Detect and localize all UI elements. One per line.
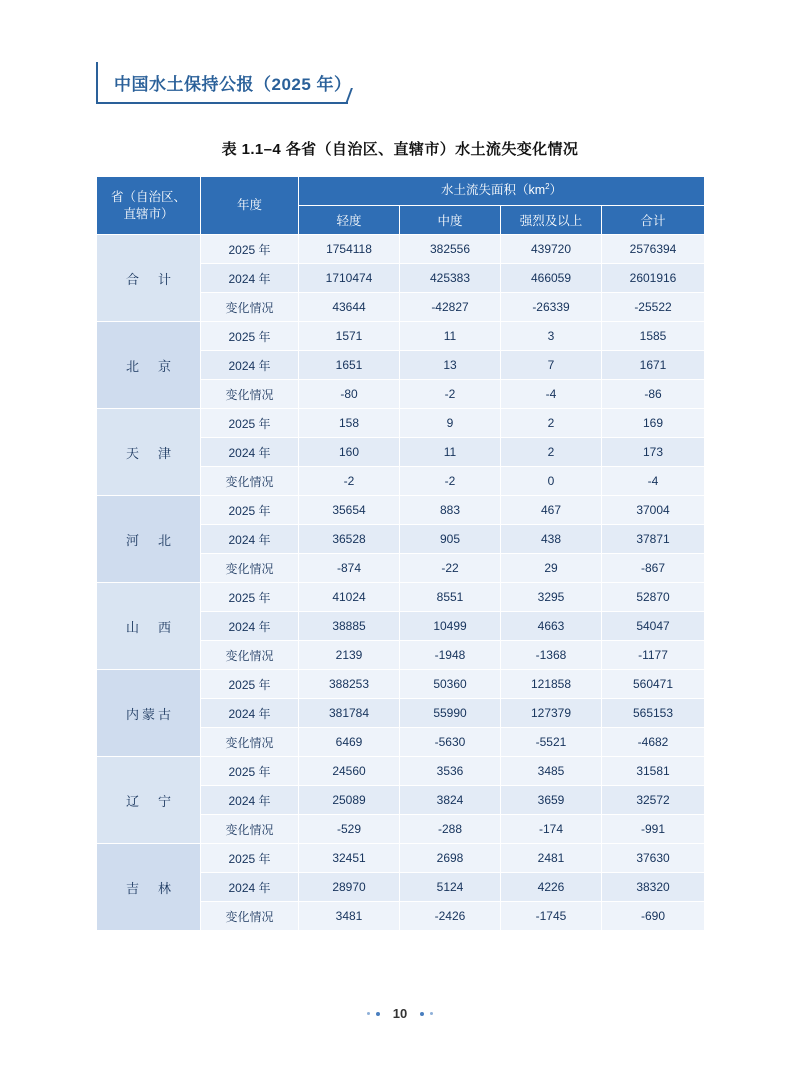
value-total: 2576394 [602,235,705,264]
value-moderate: 2698 [400,844,501,873]
value-light: -80 [299,380,400,409]
value-light: 35654 [299,496,400,525]
province-cell: 吉 林 [97,844,201,931]
year-cell: 变化情况 [201,815,299,844]
value-light: 6469 [299,728,400,757]
value-moderate: 3536 [400,757,501,786]
year-cell: 2025 年 [201,757,299,786]
soil-erosion-change-table [96,176,705,931]
value-moderate: 50360 [400,670,501,699]
table-row [97,757,705,786]
value-moderate: 10499 [400,612,501,641]
year-cell: 2025 年 [201,322,299,351]
value-light: 41024 [299,583,400,612]
value-total: 37871 [602,525,705,554]
value-total: -867 [602,554,705,583]
value-severe: -5521 [501,728,602,757]
value-severe: 29 [501,554,602,583]
value-total: 32572 [602,786,705,815]
province-cell: 天 津 [97,409,201,496]
value-total: 54047 [602,612,705,641]
value-light: 28970 [299,873,400,902]
year-cell: 变化情况 [201,380,299,409]
province-cell: 北 京 [97,322,201,409]
value-light: -529 [299,815,400,844]
header-moderate: 中度 [400,206,501,235]
year-cell: 变化情况 [201,902,299,931]
value-moderate: -5630 [400,728,501,757]
value-total: 31581 [602,757,705,786]
header-left-rule [96,62,98,104]
header-total: 合计 [602,206,705,235]
table-row [97,409,705,438]
table-header-row-1 [97,177,705,206]
year-cell: 2025 年 [201,583,299,612]
value-severe: 3485 [501,757,602,786]
value-total: -1177 [602,641,705,670]
value-light: 388253 [299,670,400,699]
value-light: 43644 [299,293,400,322]
value-severe: 7 [501,351,602,380]
value-light: -2 [299,467,400,496]
page-number: 10 [392,1006,408,1022]
year-cell: 变化情况 [201,728,299,757]
year-cell: 2024 年 [201,786,299,815]
footer-dot-left-small [367,1012,370,1015]
value-severe: 2 [501,438,602,467]
value-total: -25522 [602,293,705,322]
value-severe: -1368 [501,641,602,670]
footer-dot-left [376,1012,380,1016]
year-cell: 2024 年 [201,612,299,641]
table-row [97,496,705,525]
year-cell: 2024 年 [201,699,299,728]
year-cell: 2025 年 [201,235,299,264]
value-light: 160 [299,438,400,467]
value-total: -690 [602,902,705,931]
value-moderate: 9 [400,409,501,438]
year-cell: 变化情况 [201,641,299,670]
value-severe: 0 [501,467,602,496]
page-header [96,62,706,104]
value-severe: 467 [501,496,602,525]
header-province-line1: 省（自治区、 [110,189,186,204]
table-body [97,235,705,931]
value-light: 1571 [299,322,400,351]
value-moderate: 905 [400,525,501,554]
value-light: 3481 [299,902,400,931]
value-moderate: -288 [400,815,501,844]
value-moderate: -2 [400,380,501,409]
table-container [96,176,704,931]
value-severe: 3659 [501,786,602,815]
header-unit-superscript: 2 [545,182,550,192]
value-total: 2601916 [602,264,705,293]
year-cell: 2025 年 [201,844,299,873]
value-moderate: 55990 [400,699,501,728]
value-moderate: 11 [400,438,501,467]
value-light: 38885 [299,612,400,641]
value-light: 158 [299,409,400,438]
header-underline [96,102,348,104]
year-cell: 2025 年 [201,670,299,699]
value-severe: 2481 [501,844,602,873]
value-total: 169 [602,409,705,438]
value-severe: -1745 [501,902,602,931]
value-light: 36528 [299,525,400,554]
table-row [97,235,705,264]
value-moderate: -42827 [400,293,501,322]
value-total: 38320 [602,873,705,902]
value-severe: -26339 [501,293,602,322]
value-moderate: -22 [400,554,501,583]
header-severe: 强烈及以上 [501,206,602,235]
header-province-line2: 直辖市） [123,206,174,221]
province-cell: 河 北 [97,496,201,583]
value-severe: 3295 [501,583,602,612]
value-total: -4682 [602,728,705,757]
province-cell: 合 计 [97,235,201,322]
value-total: 1671 [602,351,705,380]
value-severe: 438 [501,525,602,554]
value-total: 173 [602,438,705,467]
header-year: 年度 [201,177,299,235]
value-moderate: 3824 [400,786,501,815]
year-cell: 2024 年 [201,351,299,380]
header-unit-tail: ） [549,183,563,198]
value-severe: 121858 [501,670,602,699]
value-total: -4 [602,467,705,496]
value-moderate: 425383 [400,264,501,293]
value-light: 381784 [299,699,400,728]
year-cell: 2024 年 [201,438,299,467]
value-total: 1585 [602,322,705,351]
value-moderate: -2 [400,467,501,496]
value-total: -991 [602,815,705,844]
value-moderate: 883 [400,496,501,525]
value-severe: 4663 [501,612,602,641]
year-cell: 2025 年 [201,409,299,438]
year-cell: 2025 年 [201,496,299,525]
table-row [97,583,705,612]
value-total: 37630 [602,844,705,873]
value-light: 1754118 [299,235,400,264]
value-light: 25089 [299,786,400,815]
value-severe: 3 [501,322,602,351]
value-total: 565153 [602,699,705,728]
province-cell: 山 西 [97,583,201,670]
value-light: 32451 [299,844,400,873]
header-erosion-area [299,177,705,206]
year-cell: 变化情况 [201,554,299,583]
value-moderate: 11 [400,322,501,351]
year-cell: 2024 年 [201,264,299,293]
value-severe: -174 [501,815,602,844]
table-caption: 表 1.1–4 各省（自治区、直辖市）水土流失变化情况 [221,141,579,158]
value-total: 52870 [602,583,705,612]
value-light: 24560 [299,757,400,786]
year-cell: 2024 年 [201,525,299,554]
value-moderate: 13 [400,351,501,380]
header-title: 中国水土保持公报（2025 年） [114,75,352,94]
value-severe: 4226 [501,873,602,902]
year-cell: 2024 年 [201,873,299,902]
province-cell: 辽 宁 [97,757,201,844]
footer-dot-right [420,1012,424,1016]
value-light: 1651 [299,351,400,380]
value-moderate: 382556 [400,235,501,264]
header-erosion-area-text: 水土流失面积（km [440,183,546,198]
value-severe: -4 [501,380,602,409]
table-row [97,322,705,351]
value-severe: 127379 [501,699,602,728]
header-province [97,177,201,235]
value-total: 560471 [602,670,705,699]
province-cell: 内蒙古 [97,670,201,757]
header-light: 轻度 [299,206,400,235]
value-moderate: 5124 [400,873,501,902]
value-total: -86 [602,380,705,409]
value-light: 2139 [299,641,400,670]
footer-dot-right-small [430,1012,433,1015]
value-light: 1710474 [299,264,400,293]
value-severe: 439720 [501,235,602,264]
page-footer [0,1005,800,1021]
value-total: 37004 [602,496,705,525]
value-moderate: 8551 [400,583,501,612]
value-moderate: -1948 [400,641,501,670]
value-moderate: -2426 [400,902,501,931]
year-cell: 变化情况 [201,467,299,496]
table-row [97,670,705,699]
year-cell: 变化情况 [201,293,299,322]
table-row [97,844,705,873]
value-severe: 2 [501,409,602,438]
value-light: -874 [299,554,400,583]
value-severe: 466059 [501,264,602,293]
table-head [97,177,705,235]
